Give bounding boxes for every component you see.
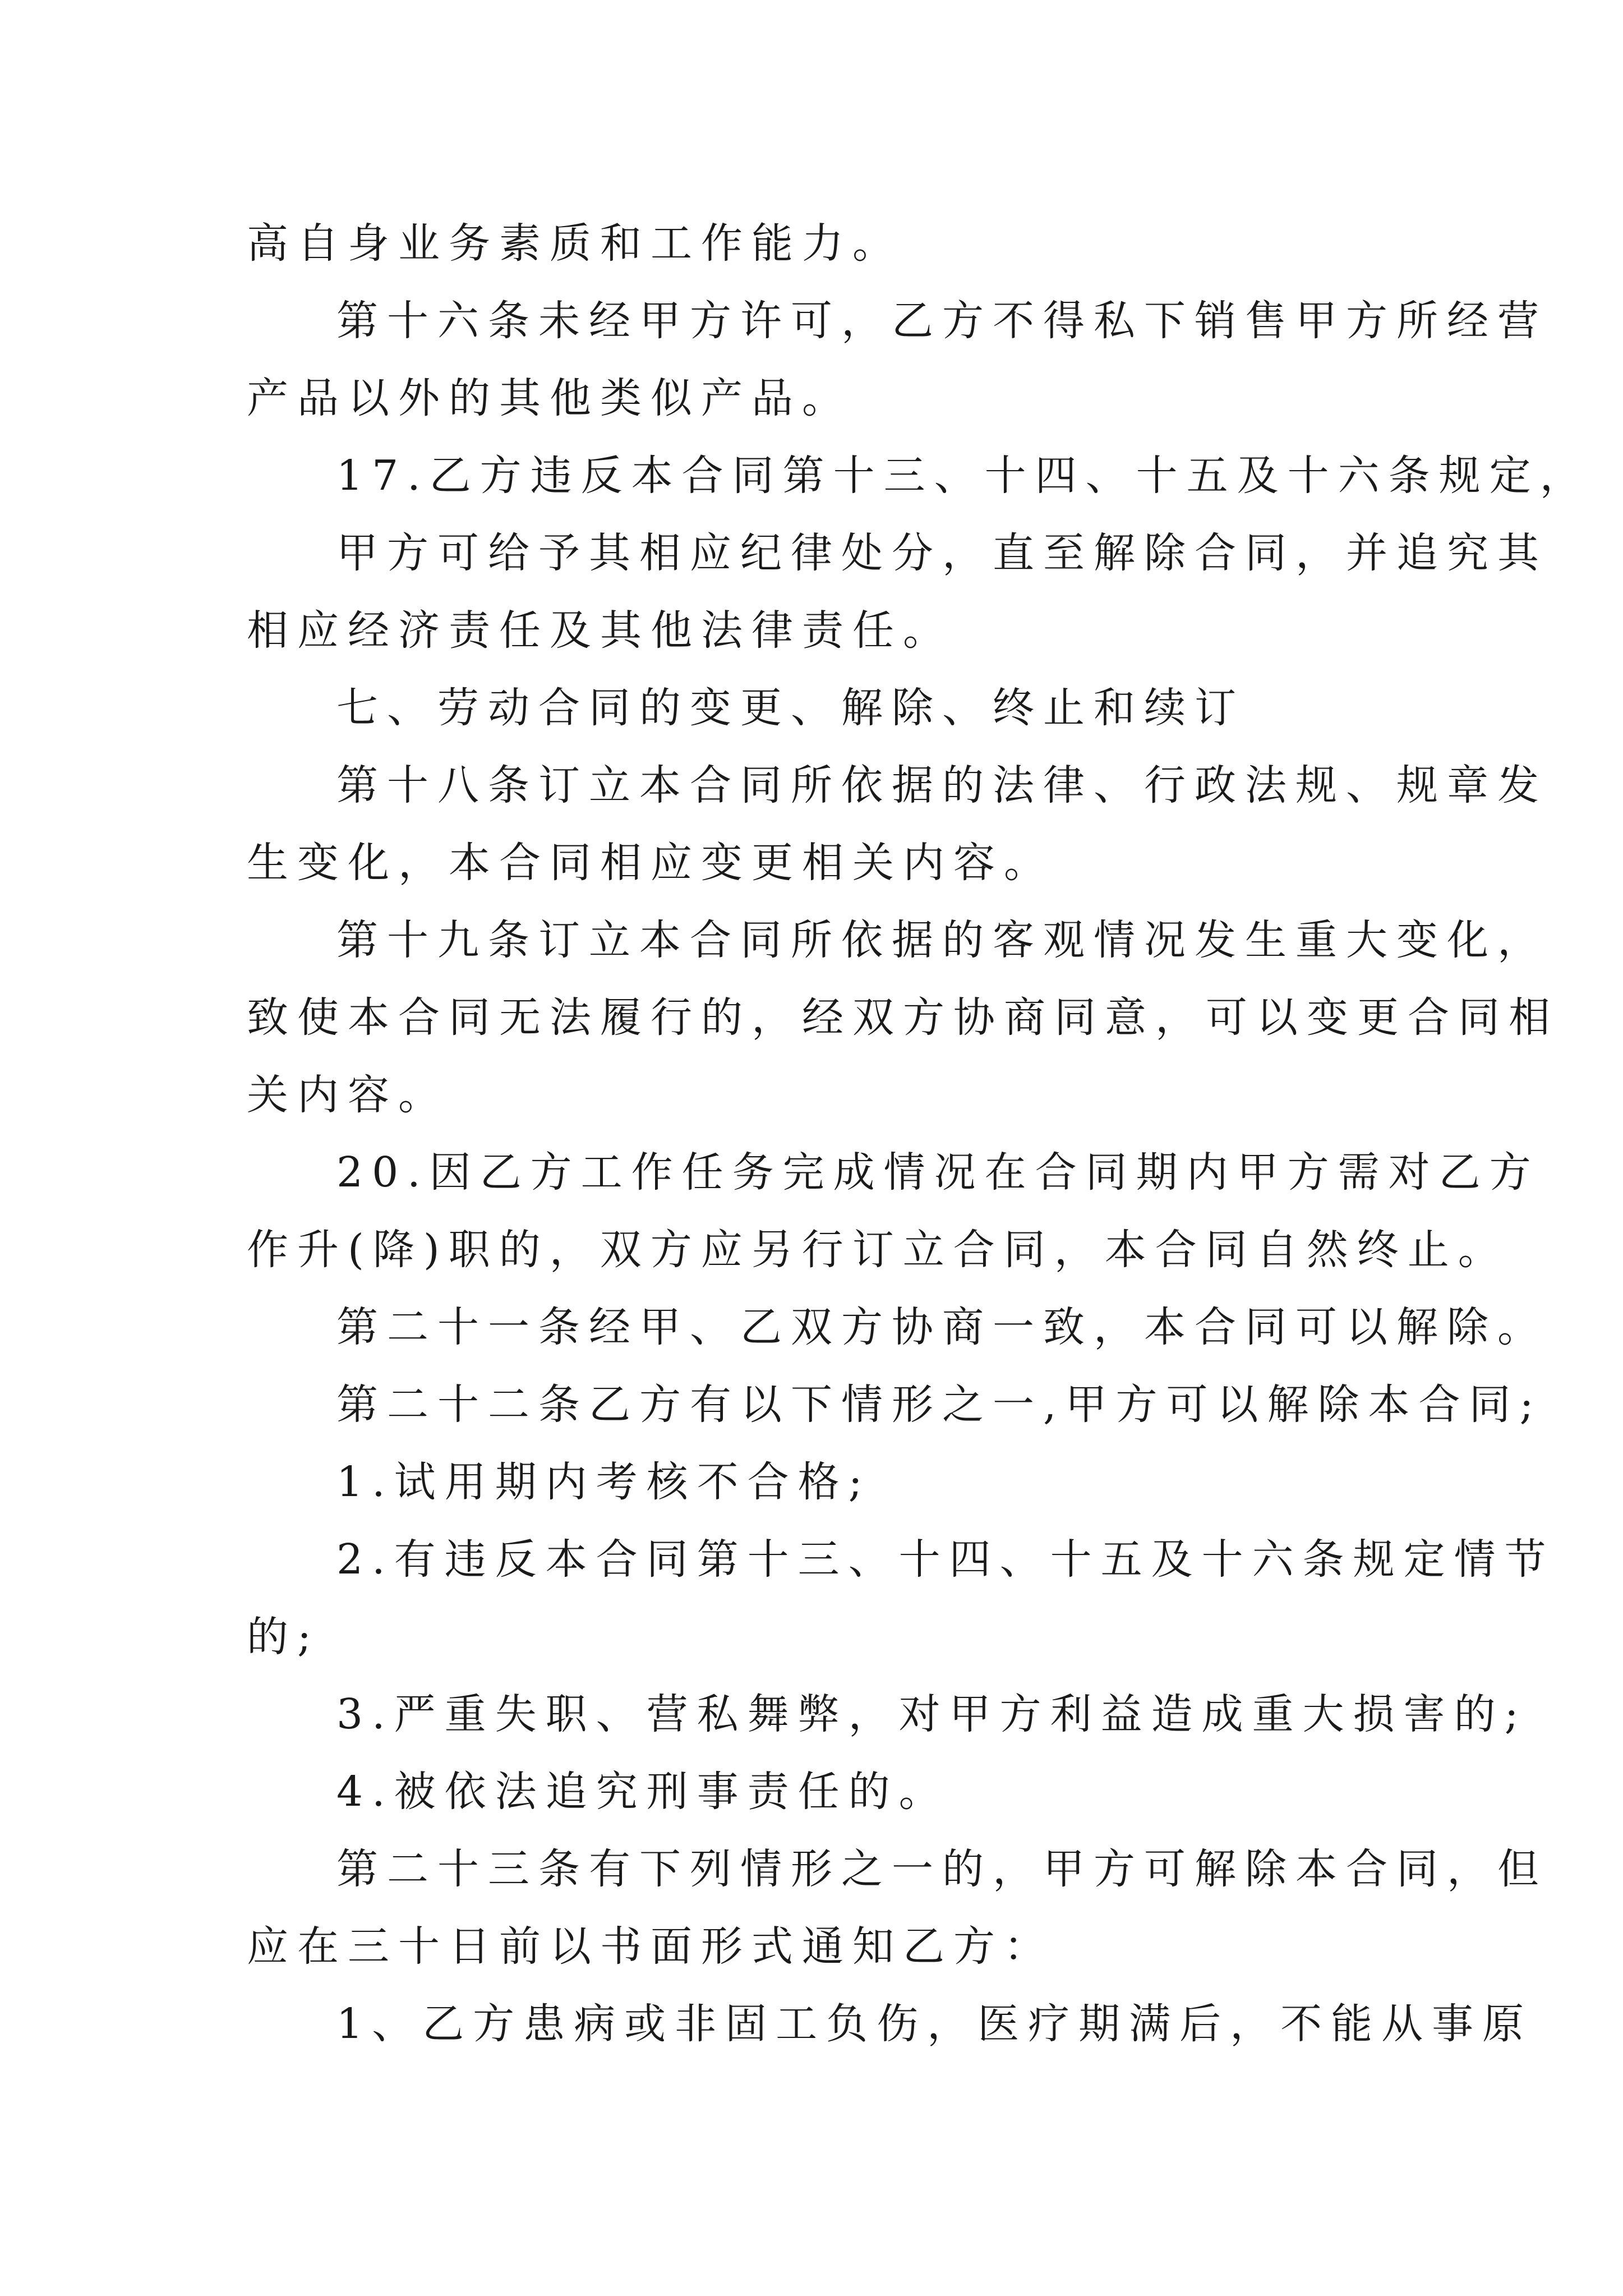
text-line: 20.因乙方工作任务完成情况在合同期内甲方需对乙方	[336, 1148, 1540, 1197]
text-line: 应在三十日前以书面形式通知乙方：	[247, 1922, 1054, 1971]
text-line: 17.乙方违反本合同第十三、十四、十五及十六条规定，	[336, 452, 1590, 500]
text-line: 甲方可给予其相应纪律处分，直至解除合同，并追究其	[336, 529, 1548, 577]
list-item: 4.被依法追究刑事责任的。	[336, 1768, 949, 1816]
text-line: 产品以外的其他类似产品。	[247, 374, 852, 422]
text-line: 生变化，本合同相应变更相关内容。	[247, 839, 1054, 887]
section-heading: 七、劳动合同的变更、解除、终止和续订	[336, 684, 1245, 732]
text-line: 第二十三条有下列情形之一的，甲方可解除本合同，但	[336, 1845, 1548, 1893]
text-line: 致使本合同无法履行的，经双方协商同意，可以变更合同相	[247, 993, 1559, 1042]
text-line: 第十九条订立本合同所依据的客观情况发生重大变化，	[336, 916, 1548, 964]
list-item: 3.严重失职、营私舞弊，对甲方利益造成重大损害的;	[336, 1690, 1528, 1738]
list-item: 2.有违反本合同第十三、十四、十五及十六条规定情节	[336, 1535, 1555, 1584]
text-line: 第十八条订立本合同所依据的法律、行政法规、规章发	[336, 761, 1548, 809]
text-line: 相应经济责任及其他法律责任。	[247, 606, 953, 655]
text-line: 关内容。	[247, 1071, 449, 1119]
list-item: 1.试用期内考核不合格;	[336, 1458, 872, 1506]
text-line: 第二十一条经甲、乙双方协商一致，本合同可以解除。	[336, 1303, 1548, 1351]
document-body	[247, 205, 1590, 2063]
text-line: 第十六条未经甲方许可，乙方不得私下销售甲方所经营	[336, 297, 1548, 345]
text-line: 第二十二条乙方有以下情形之一,甲方可以解除本合同;	[336, 1381, 1543, 1429]
text-line: 高自身业务素质和工作能力。	[247, 219, 903, 268]
text-line: 作升(降)职的，双方应另行订立合同，本合同自然终止。	[247, 1226, 1509, 1274]
list-item: 1、乙方患病或非固工负伤，医疗期满后，不能从事原	[336, 2000, 1533, 2048]
text-line: 的;	[247, 1613, 320, 1661]
